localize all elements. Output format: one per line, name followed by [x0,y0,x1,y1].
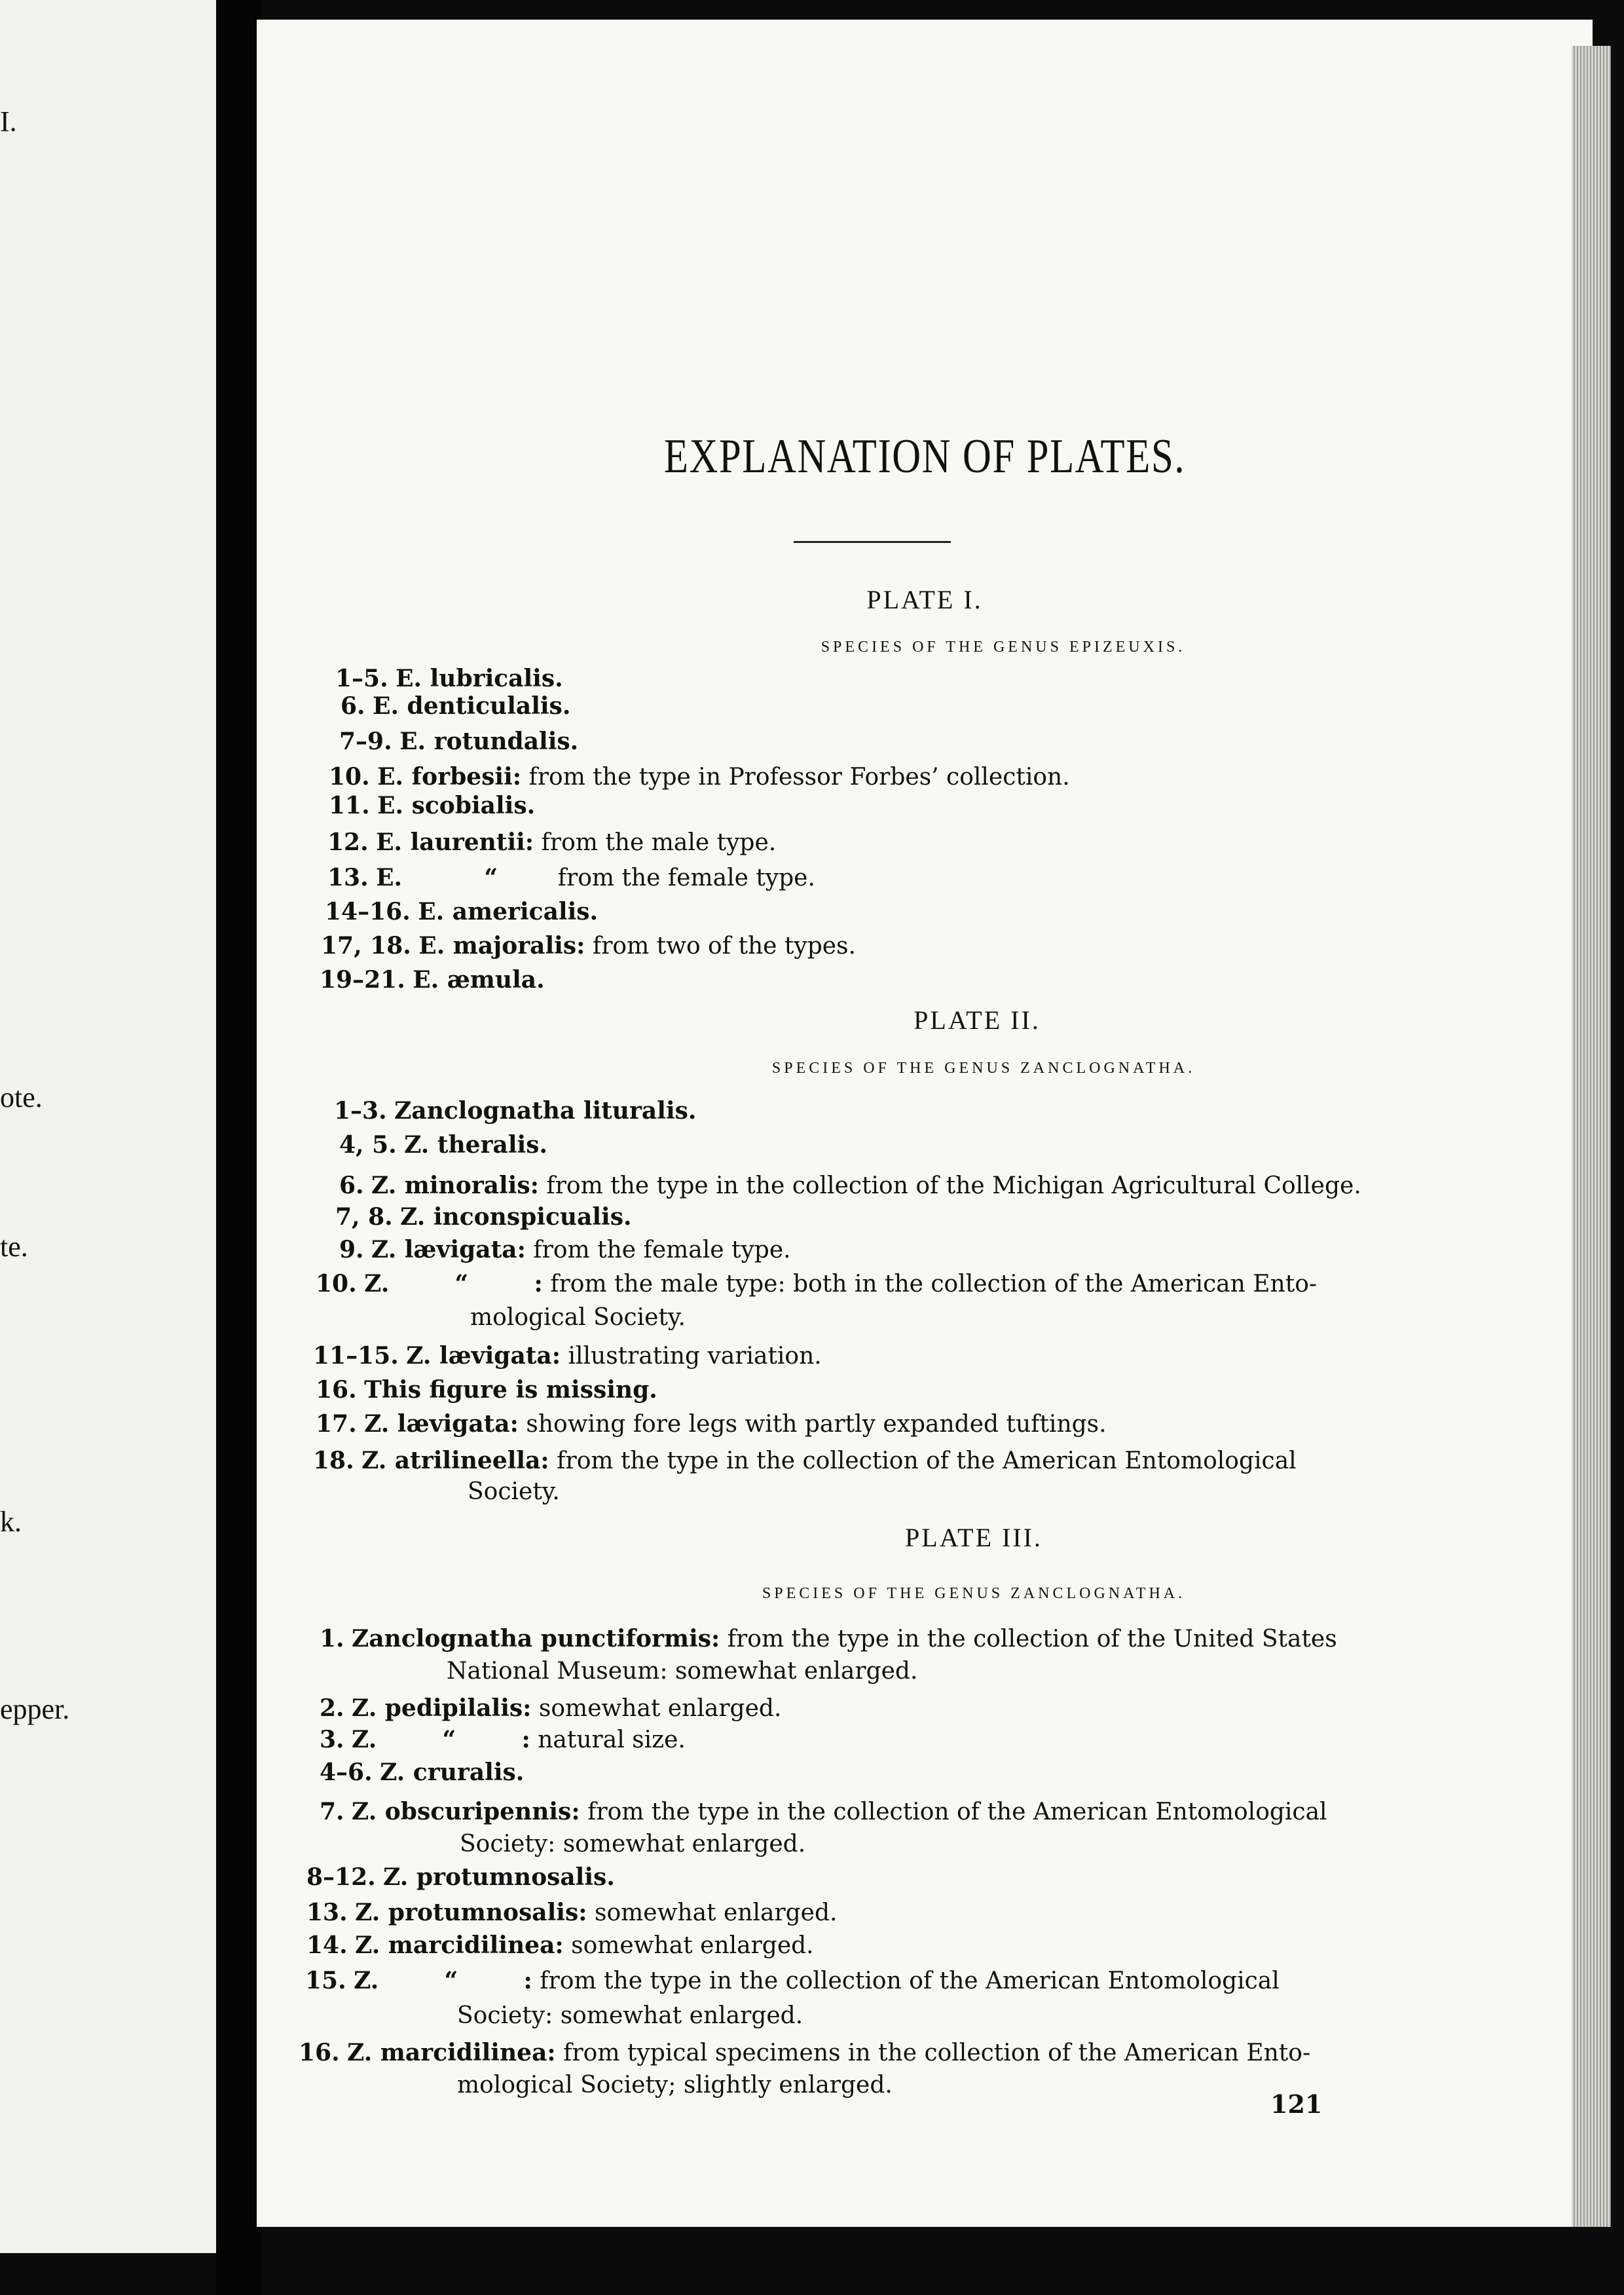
book-page [257,20,1593,2227]
list-item: 16. Z. marcidilinea: from typical specimens in the collection of the American Ento- [299,2039,1311,2066]
list-item: 1–5. E. lubricalis. [335,665,563,692]
list-item: 1–3. Zanclognatha lituralis. [334,1097,697,1125]
list-item: 14. Z. marcidilinea: somewhat enlarged. [306,1931,814,1959]
page-title: EXPLANATION OF PLATES. [663,430,1186,483]
list-item-continuation: National Museum: somewhat enlarged. [447,1658,918,1685]
list-item: 11–15. Z. lævigata: illustrating variation. [313,1342,822,1370]
list-item: 2. Z. pedipilalis: somewhat enlarged. [320,1694,782,1722]
list-item-continuation: Society: somewhat enlarged. [460,1831,806,1857]
list-item: 3. Z. “ : natural size. [320,1726,686,1753]
list-item: 10. Z. “ : from the male type: both in the collection of the American Ento- [316,1270,1318,1297]
facing-page-left [0,0,223,2253]
list-item: 1. Zanclognatha punctiformis: from the type in the collection of the United States [320,1625,1337,1652]
list-item: 6. Z. minoralis: from the type in the collection of the Michigan Agricultural College. [339,1172,1361,1199]
plate-heading: PLATE III. [905,1523,1043,1552]
list-item: 8–12. Z. protumnosalis. [306,1863,615,1891]
list-item: 9. Z. lævigata: from the female type. [339,1236,791,1263]
list-item-continuation: Society: somewhat enlarged. [457,2002,803,2029]
list-item: 17, 18. E. majoralis: from two of the types. [321,932,856,960]
list-item: 16. This figure is missing. [316,1376,657,1404]
list-item: 10. E. forbesii: from the type in Professor Forbes’ collection. [329,763,1070,791]
title-divider [794,541,951,543]
list-item: 13. E. “ from the female type. [327,864,815,891]
list-item: 15. Z. “ : from the type in the collection of the American Entomological [305,1967,1280,1994]
page-edges [1572,46,1611,2227]
list-item-continuation: Society. [468,1478,560,1505]
list-item: 7–9. E. rotundalis. [339,728,579,755]
facing-page-fragment: ote. [0,1081,43,1113]
plate-heading: PLATE II. [913,1005,1041,1035]
list-item: 17. Z. lævigata: showing fore legs with partly expanded tuftings. [316,1410,1107,1438]
page-number: 121 [1270,2089,1323,2119]
list-item: 19–21. E. æmula. [320,966,545,994]
list-item: 7. Z. obscuripennis: from the type in the collection of the American Entomological [320,1798,1327,1825]
list-item: 6. E. denticulalis. [341,692,571,720]
plate-subheading: SPECIES OF THE GENUS ZANCLOGNATHA. [762,1585,1186,1602]
list-item: 4–6. Z. cruralis. [320,1759,525,1786]
plate-subheading: SPECIES OF THE GENUS EPIZEUXIS. [821,639,1186,656]
facing-page-fragment: I. [0,105,17,138]
list-item: 18. Z. atrilineella: from the type in the collection of the American Entomological [313,1447,1297,1474]
list-item: 4, 5. Z. theralis. [339,1131,548,1159]
list-item-continuation: mological Society; slightly enlarged. [457,2072,893,2099]
facing-page-fragment: epper. [0,1693,70,1725]
plate-subheading: SPECIES OF THE GENUS ZANCLOGNATHA. [771,1060,1196,1077]
list-item: 7, 8. Z. inconspicualis. [335,1203,632,1231]
list-item: 12. E. laurentii: from the male type. [327,829,777,856]
facing-page-fragment: k. [0,1506,22,1538]
list-item: 14–16. E. americalis. [325,898,599,925]
book-gutter [216,0,262,2295]
facing-page-fragment: te. [0,1231,28,1263]
list-item: 11. E. scobialis. [329,792,536,819]
list-item-continuation: mological Society. [470,1304,686,1331]
plate-heading: PLATE I. [866,585,983,614]
list-item: 13. Z. protumnosalis: somewhat enlarged. [306,1899,838,1926]
